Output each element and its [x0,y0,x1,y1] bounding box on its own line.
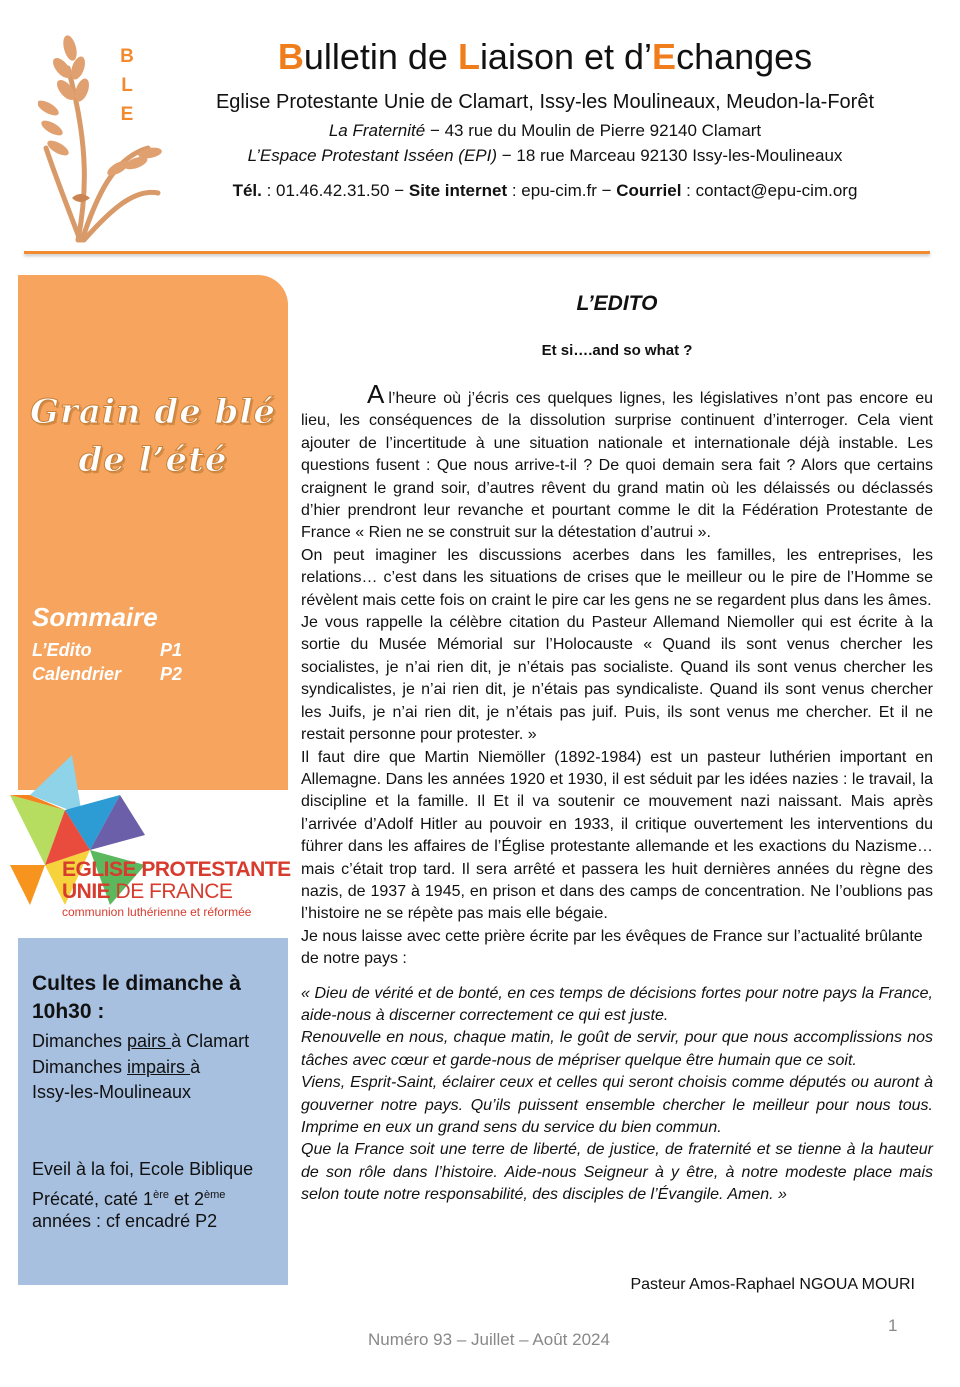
paragraph-text: l’heure où j’écris ces quelques lignes, les législatives n’ont pas encore eu lieu, les conséquences de la dissolution surprise continuent d’interroger. Cela vient ajouter de l’incertitude à une situation nationale et internationale déjà instable. Les questions fusent : Que nous arrive-t-il ? De quoi demain sera fait ? Alors que certains craignent le grand soir, d’autres rêvent du grand matin où les délaissés ou déclassés d’hier prendront leur revanche et pourtant comme le dit la Fédération Protestante de France « Rien ne se construit sur la détestation d’autrui ». [301,390,933,542]
bulletin-title [165,36,925,78]
sommaire-label: L’Edito [32,640,92,660]
prayer-paragraph: Que la France soit une terre de liberté, de justice, de fraternité et se tienne à la hauteur de son rôle dans l’histoire. Aide-nous Seigneur à y être, à notre modeste place mais selon toute notre responsabilité, des disciples de l’Évangile. Amen. » [301,1141,933,1204]
edito-subtitle: Et si….and so what ? [541,342,693,359]
prayer-paragraph: « Dieu de vérité et de bonté, en ces temps de décisions fortes pour notre pays la France, aide-nous à discerner correctement ce qui est juste. [301,984,933,1024]
cultes-text: Dimanches [32,1057,128,1077]
author-signature: Pasteur Amos-Raphael NGOUA MOURI [630,1276,915,1293]
title-part: B [277,36,304,77]
sommaire-panel [18,275,288,790]
contact-line [165,181,925,201]
prayer-paragraph: Renouvelle en nous, chaque matin, le goût de servir, pour que nous accomplissions nos tâches avec cœur et garde-nous de mépriser quelque être humain que ce soit. [301,1029,933,1069]
logo-letter-e: E [120,104,134,125]
epudf-tagline: communion luthérienne et réformée [62,905,252,919]
cultes-text: à Clamart [171,1031,250,1051]
edito-paragraph: Il faut dire que Martin Niemöller (1892-1984) est un pasteur luthérien important en Allemagne. Dans les années 1920 et 1930, il est séduit par les idées nazies : le travail, la discipline et la famille. Il Et il va soutenir ce mouvement nazi naissant. Mais après l’arrivée d’Adolf Hitler au pouvoir en 1933, il critique ouvertement les interventions du führer dans les affaires de l’Église protestante allemande et les exactions du Nazisme…mais c’était trop tard. Il sera arrêté et passera les huit dernières années du règne des nazis, de 1937 à 1945, en prison et dans des camps de concentration. Ne l’oublions pas l’histoire ne se répète pas mais elle bégaie. [301,748,933,923]
mail-label: Courriel [616,181,682,200]
drop-cap: A [367,379,385,409]
header-divider [24,251,930,254]
epudf-unie: UNIE [62,880,111,903]
cultes-pairs: pairs [127,1031,172,1051]
eveil-text: Précaté, caté 1 [32,1189,154,1209]
edito-paragraph: On peut imaginer les discussions acerbes dans les familles, les entreprises, les relations… c’est dans les situations de crises que le meilleur ou le pire de l’Homme se révèlent mais cette fois on craint le pire car les gens ne se regardent plus dans les âmes. [301,546,933,609]
cultes-impairs: impairs [127,1057,191,1077]
logo-letters [118,42,136,129]
address-text: − 43 rue du Moulin de Pierre 92140 Clamart [425,121,762,140]
cultes-issy [32,1055,282,1080]
prayer-block [301,983,933,1207]
sommaire-page: P1 [160,640,183,660]
eveil-text: et 2 [168,1189,205,1209]
title-part: ulletin de [303,36,458,77]
cultes-clamart [32,1029,282,1054]
edito-body [301,379,933,1207]
cultes-issy-place: Issy-les-Moulineaux [32,1082,192,1102]
church-subtitle: Eglise Protestante Unie de Clamart, Issy-les Moulineaux, Meudon-la-Forêt [215,91,875,113]
grain-line: Grain de blé [29,392,276,432]
eveil-sup: ème [204,1189,226,1201]
wheat-logo-icon [38,28,163,248]
cultes-heading: Cultes le dimanche à 10h30 : [32,972,241,1023]
epudf-name-line2 [62,880,232,904]
site-value: : epu-cim.fr − [507,181,617,200]
cultes-text: Dimanches [32,1031,128,1051]
epudf-name-line1: EGLISE PROTESTANTE [62,858,291,881]
address-text: − 18 rue Marceau 92130 Issy-les-Moulineaux [497,146,843,165]
tel-label: Tél. [232,181,262,200]
site-label: Site internet [408,181,508,200]
prayer-paragraph: Viens, Esprit-Saint, éclairer ceux et celles qui seront choisis comme députés ou auront à gouverner notre pays. Qu’ils puissent ensemble chercher le meilleur pour nous tous. Imprime en eux un grand sens du service du bien commun. [301,1074,933,1136]
logo-letter-l: L [121,75,133,96]
logo-letter-b: B [120,46,134,67]
grain-de-ble-title [18,388,288,484]
spacer [301,971,933,983]
sommaire-label: Calendrier [32,664,122,684]
address-epi [165,146,925,166]
sommaire-heading: Sommaire [32,602,158,632]
sommaire-item [32,640,183,661]
title-part: E [652,36,677,77]
address-name: L’Espace Protestant Isséen (EPI) [247,146,498,165]
eveil-sup: ère [153,1189,169,1201]
eveil-line: Eveil à la foi, Ecole Biblique [32,1159,254,1179]
issue-footer: Numéro 93 – Juillet – Août 2024 [368,1330,610,1349]
title-part: L [457,36,480,77]
precate-line [32,1183,282,1212]
epudf-de-france: DE FRANCE [110,880,233,903]
page-number: 1 [888,1316,898,1335]
title-part: changes [676,36,813,77]
annees-line: années : cf encadré P2 [32,1211,218,1231]
sommaire-page: P2 [160,664,183,684]
edito-title: L’EDITO [576,292,658,315]
sommaire-item [32,664,183,685]
tel-value: : 01.46.42.31.50 − [261,181,409,200]
title-part: iaison et d’ [479,36,653,77]
edito-paragraph [301,379,933,545]
mail-value: : contact@epu-cim.org [681,181,858,200]
cultes-text: à [190,1057,201,1077]
edito-paragraph: Je vous rappelle la célèbre citation du Pasteur Allemand Niemoller qui est écrite à la sortie du Musée Mémorial sur l’Holocauste « Quand ils sont venus chercher les socialistes, je n’ai rien dit, je n’étais pas socialiste. Quand ils sont venus chercher les syndicalistes, je n’ai rien dit, je n’étais pas syndicaliste. Quand ils sont venus chercher les Juifs, je n’ai rien dit, je n’étais pas juif. Puis, ils sont venus me chercher. Et il ne restait personne pour protester. » [301,614,933,744]
address-name: La Fraternité [328,121,426,140]
grain-line: de l’été [78,440,228,480]
edito-paragraph: Je nous laisse avec cette prière écrite par les évêques de France sur l’actualité brûlante de notre pays : [301,927,923,968]
address-fraternite [165,121,925,141]
